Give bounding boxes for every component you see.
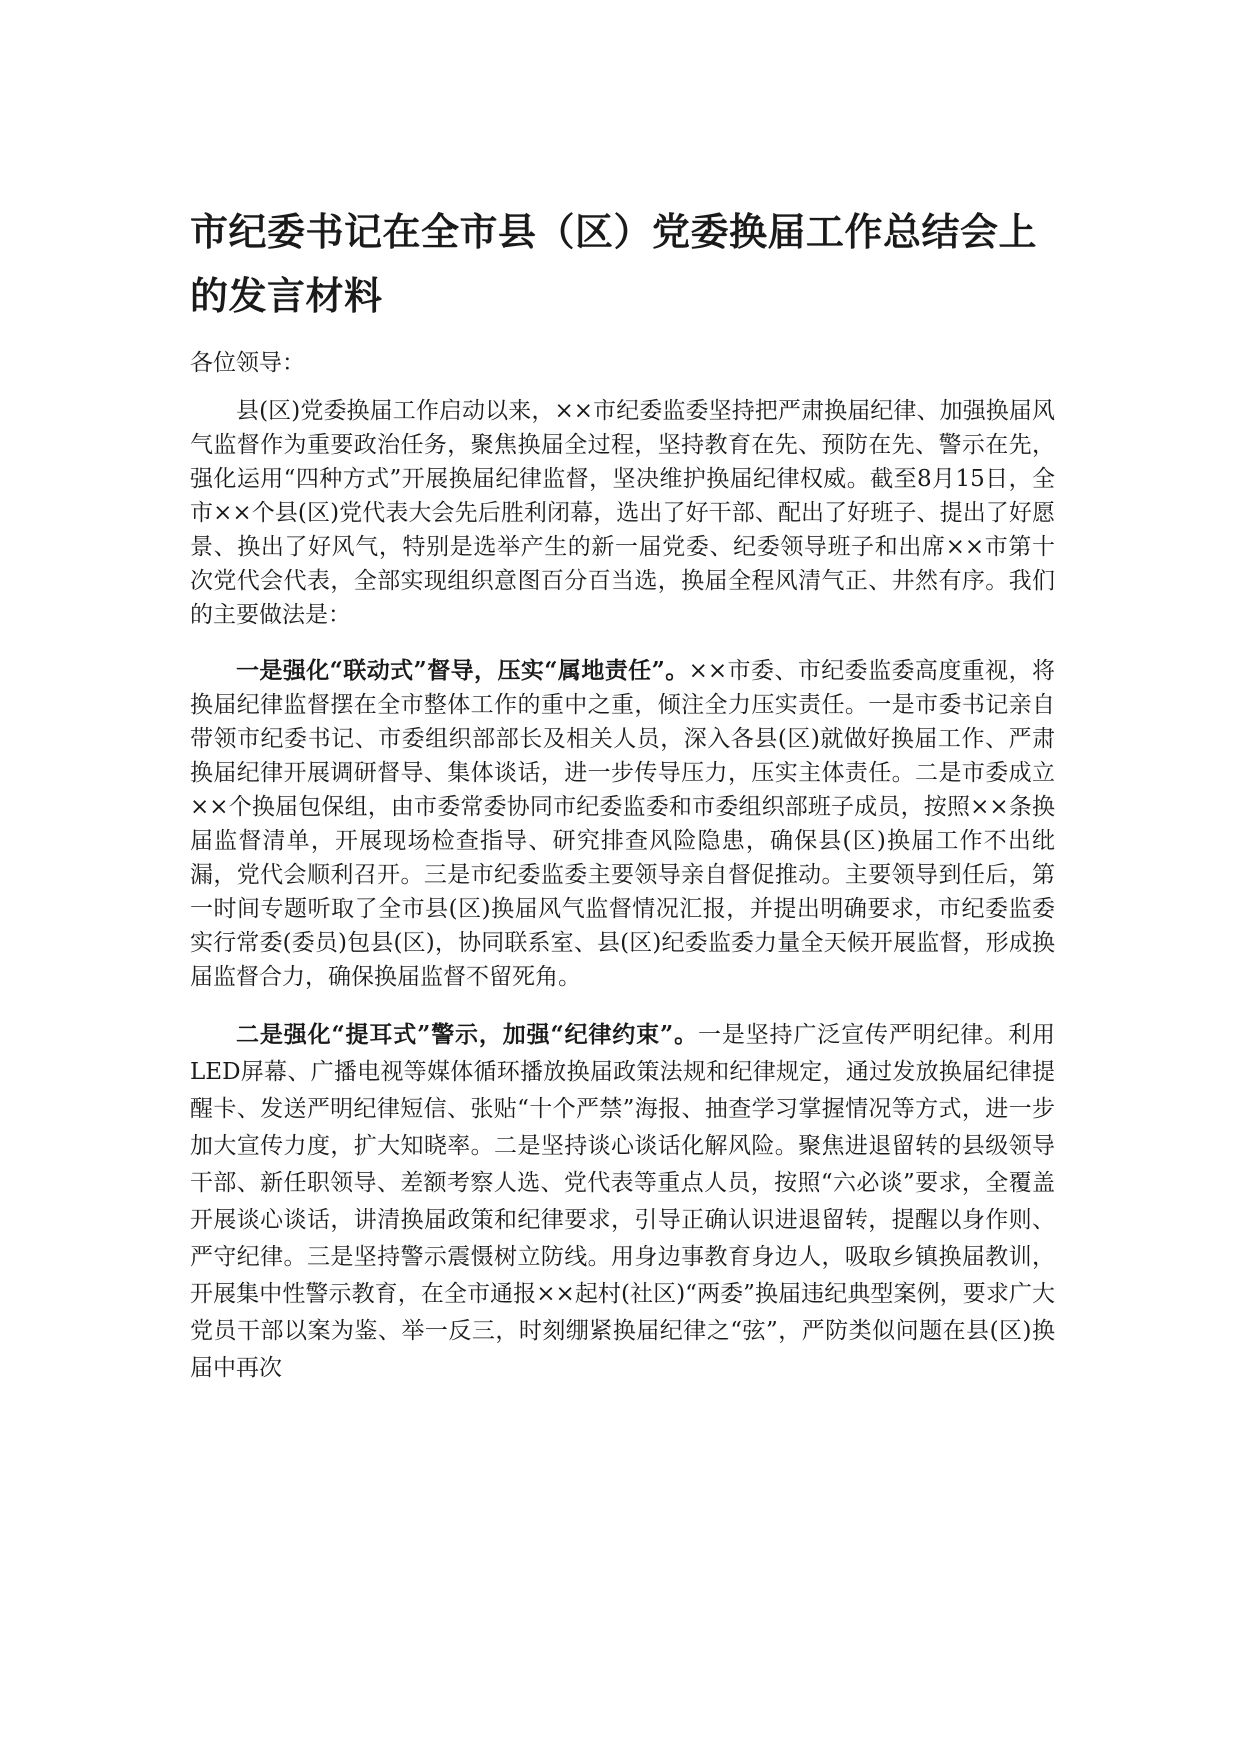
section-1-heading: 一是强化“联动式”督导，压实“属地责任”。 <box>236 657 689 684</box>
section-2-heading: 二是强化“提耳式”警示，加强“纪律约束”。 <box>236 1021 698 1048</box>
paragraph-intro-text: 县(区)党委换届工作启动以来，××市纪委监委坚持把严肃换届纪律、加强换届风气监督作为重要政治任务，聚焦换届全过程，坚持教育在先、预防在先、警示在先，强化运用“四种方式”开展换届纪律监督，坚决维护换届纪律权威。截至8月15日，全市××个县(区)党代表大会先后胜利闭幕，选出了好干部、配出了好班子、提出了好愿景、换出了好风气，特别是选举产生的新一届党委、纪委领导班子和出席××市第十次党代会代表，全部实现组织意图百分百当选，换届全程风清气正、井然有序。我们的主要做法是： <box>190 398 1055 628</box>
section-1-text: ××市委、市纪委监委高度重视，将换届纪律监督摆在全市整体工作的重中之重，倾注全力压实责任。一是市委书记亲自带领市纪委书记、市委组织部部长及相关人员，深入各县(区)就做好换届工作、严肃换届纪律开展调研督导、集体谈话，进一步传导压力，压实主体责任。二是市委成立××个换届包保组，由市委常委协同市纪委监委和市委组织部班子成员，按照××条换届监督清单，开展现场检查指导、研究排查风险隐患，确保县(区)换届工作不出纰漏，党代会顺利召开。三是市纪委监委主要领导亲自督促推动。主要领导到任后，第一时间专题听取了全市县(区)换届风气监督情况汇报，并提出明确要求，市纪委监委实行常委(委员)包县(区)，协同联系室、县(区)纪委监委力量全天候开展监督，形成换届监督合力，确保换届监督不留死角。 <box>190 658 1055 990</box>
paragraph-section-2 <box>190 1016 1055 1387</box>
document-title: 市纪委书记在全市县（区）党委换届工作总结会上的发言材料 <box>190 210 1038 318</box>
paragraph-intro <box>190 394 1055 632</box>
document-page <box>190 200 1055 1409</box>
salutation: 各位领导： <box>190 350 305 376</box>
paragraph-section-1 <box>190 654 1055 994</box>
section-2-text: 一是坚持广泛宣传严明纪律。利用LED屏幕、广播电视等媒体循环播放换届政策法规和纪律规定，通过发放换届纪律提醒卡、发送严明纪律短信、张贴“十个严禁”海报、抽查学习掌握情况等方式，进一步加大宣传力度，扩大知晓率。二是坚持谈心谈话化解风险。聚焦进退留转的县级领导干部、新任职领导、差额考察人选、党代表等重点人员，按照“六必谈”要求，全覆盖开展谈心谈话，讲清换届政策和纪律要求，引导正确认识进退留转，提醒以身作则、严守纪律。三是坚持警示震慑树立防线。用身边事教育身边人，吸取乡镇换届教训，开展集中性警示教育，在全市通报××起村(社区)“两委”换届违纪典型案例，要求广大党员干部以案为鉴、举一反三，时刻绷紧换届纪律之“弦”，严防类似问题在县(区)换届中再次 <box>190 1022 1055 1381</box>
